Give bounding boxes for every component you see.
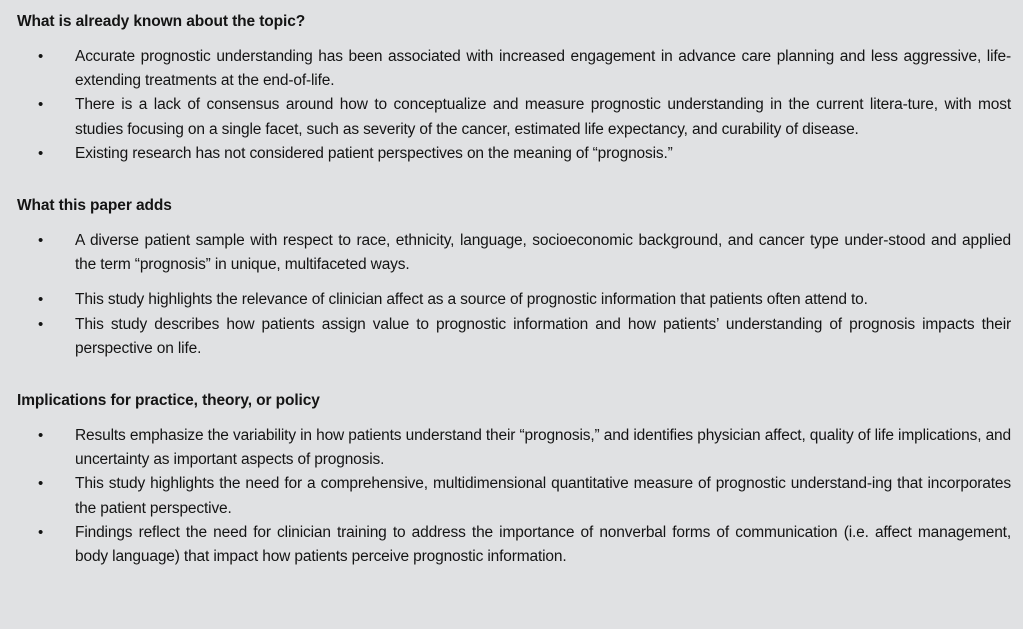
bullet-icon: • [38, 232, 44, 250]
bullet-icon: • [38, 48, 44, 65]
list-item [17, 229, 1011, 277]
bullet-list [17, 45, 1011, 166]
list-item [17, 424, 1011, 472]
list-item [17, 521, 1011, 569]
bullet-icon: • [38, 96, 44, 114]
section-heading: What is already known about the topic? [17, 13, 306, 30]
list-item [17, 45, 1011, 93]
list-item-text: A diverse patient sample with respect to race, ethnicity, language, socioeconomic background, and cancer type under-stood and applied the term “prognosis” in unique, multifaceted ways. [75, 232, 1011, 274]
list-item-text: Results emphasize the variability in how patients understand their “prognosis,” and identifies physician affect, quality of life implications, and uncertainty as important aspects of prognosis. [75, 427, 1011, 469]
list-item [17, 313, 1011, 361]
list-item-text: This study highlights the relevance of clinician affect as a source of prognostic information that patients often attend to. [75, 291, 868, 309]
list-item [17, 472, 1011, 520]
section-adds [17, 194, 1011, 361]
list-item-text: Findings reflect the need for clinician training to address the importance of nonverbal forms of communication (i.e. affect management, body language) that impact how patients perceive prognostic information. [75, 523, 1011, 566]
list-item [17, 288, 1011, 312]
bullet-list [17, 229, 1011, 361]
bullet-icon: • [38, 144, 44, 162]
list-item-text: Accurate prognostic understanding has been associated with increased engagement in advance care planning and less aggressive, life-extending treatments at the end-of-life. [75, 48, 1011, 90]
list-item-text: Existing research has not considered patient perspectives on the meaning of “prognosis.” [75, 144, 673, 162]
section-heading: What this paper adds [17, 197, 172, 215]
bullet-icon: • [38, 475, 44, 493]
list-item [17, 142, 1011, 166]
list-item-text: This study highlights the need for a comprehensive, multidimensional quantitative measure of prognostic understand-ing that incorporates the patient perspective. [75, 475, 1011, 517]
bullet-icon: • [38, 315, 44, 333]
bullet-icon: • [38, 427, 44, 445]
list-item [17, 93, 1011, 141]
section-implications [17, 389, 1011, 569]
bullet-list [17, 424, 1011, 569]
section-heading: Implications for practice, theory, or policy [17, 392, 320, 410]
bullet-icon: • [38, 291, 44, 309]
list-item-text: This study describes how patients assign value to prognostic information and how patients’ understanding of prognosis impacts their perspective on life. [75, 315, 1011, 357]
section-known [17, 10, 1011, 166]
bullet-icon: • [38, 523, 44, 541]
list-item-text: There is a lack of consensus around how to conceptualize and measure prognostic understanding in the current litera-ture, with most studies focusing on a single facet, such as severity of the cancer, estimated life expectancy, and curability of disease. [75, 96, 1011, 138]
